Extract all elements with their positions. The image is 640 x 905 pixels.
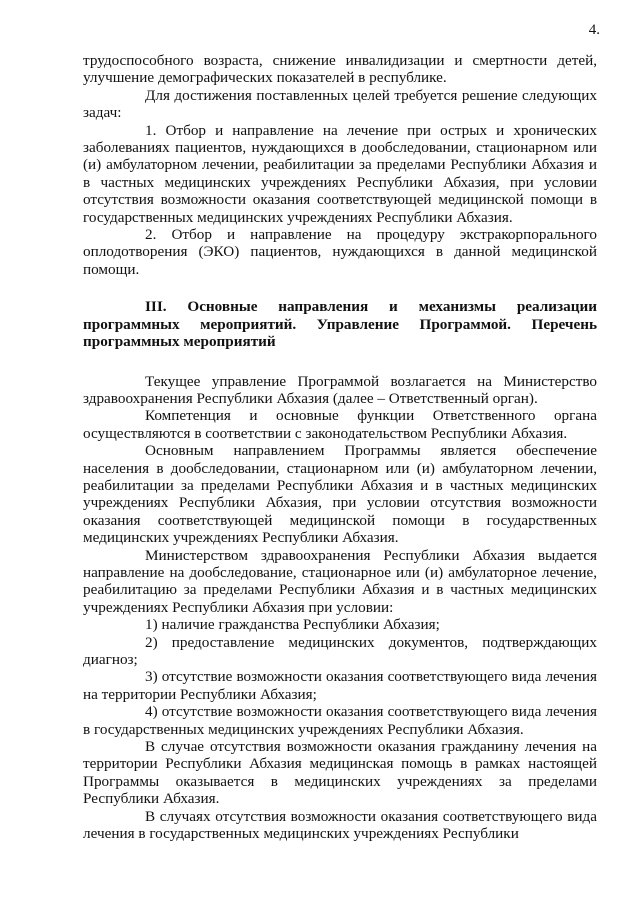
task-item-1: 1. Отбор и направление на лечение при острых и хронических заболеваниях пациентов, нуждающихся в дообследовании, стационарном или (и) амбулаторном лечении, реабилитации за пределами Республики Абхазия и в частных медицинских учреждениях Республики Абхазия, при условии отсутствия возможности оказания соответствующей медицинской помощи в государственных медицинских учреждениях Республики Абхазия. [83,121,597,226]
condition-item-3: 3) отсутствие возможности оказания соответствующего вида лечения на территории Республики Абхазия; [83,668,597,703]
page-number: 4. [588,22,600,38]
condition-item-2: 2) предоставление медицинских документов, подтверждающих диагноз; [83,633,597,668]
paragraph-referral: Министерством здравоохранения Республики Абхазия выдается направление на дообследование, стационарное или (и) амбулаторное лечение, реабилитацию за пределами Республики Абхазия и в частных медицинских учреждениях Республики Абхазия при условии: [83,546,597,616]
task-item-2: 2. Отбор и направление на процедуру экстракорпорального оплодотворения (ЭКО) пациентов, нуждающихся в данной медицинской помощи. [83,226,597,278]
paragraph-main-direction: Основным направлением Программы является обеспечение населения в дообследовании, стационарном или (и) амбулаторном лечении, реабилитации за пределами Республики Абхазия и в частных медицинских учреждениях Республики Абхазия, при условии отсутствия возможности оказания соответствующей медицинской помощи в государственных медицинских учреждениях Республики Абхазия. [83,442,597,547]
paragraph-management: Текущее управление Программой возлагается на Министерство здравоохранения Республики Абхазия (далее – Ответственный орган). [83,372,597,407]
paragraph-private-treatment: В случаях отсутствия возможности оказания соответствующего вида лечения в государственных медицинских учреждениях Республики [83,807,597,843]
section-heading: III. Основные направления и механизмы реализации программных мероприятий. Управление Программой. Перечень программных мероприятий [83,298,597,351]
document-body [83,52,597,842]
paragraph-competence: Компетенция и основные функции Ответственного органа осуществляются в соответствии с законодательством Республики Абхазия. [83,407,597,442]
condition-item-1: 1) наличие гражданства Республики Абхазия; [145,616,440,634]
condition-item-4: 4) отсутствие возможности оказания соответствующего вида лечения в государственных медицинских учреждениях Республики Абхазия. [83,703,597,738]
paragraph-continuation: трудоспособного возраста, снижение инвалидизации и смертности детей, улучшение демографических показателей в республике. [83,52,597,87]
paragraph-abroad-treatment: В случае отсутствия возможности оказания гражданину лечения на территории Республики Абхазия медицинская помощь в рамках настоящей Программы оказывается в медицинских учреждениях за пределами Республики Абхазия. [83,738,597,808]
paragraph-tasks-intro: Для достижения поставленных целей требуется решение следующих задач: [83,86,597,122]
